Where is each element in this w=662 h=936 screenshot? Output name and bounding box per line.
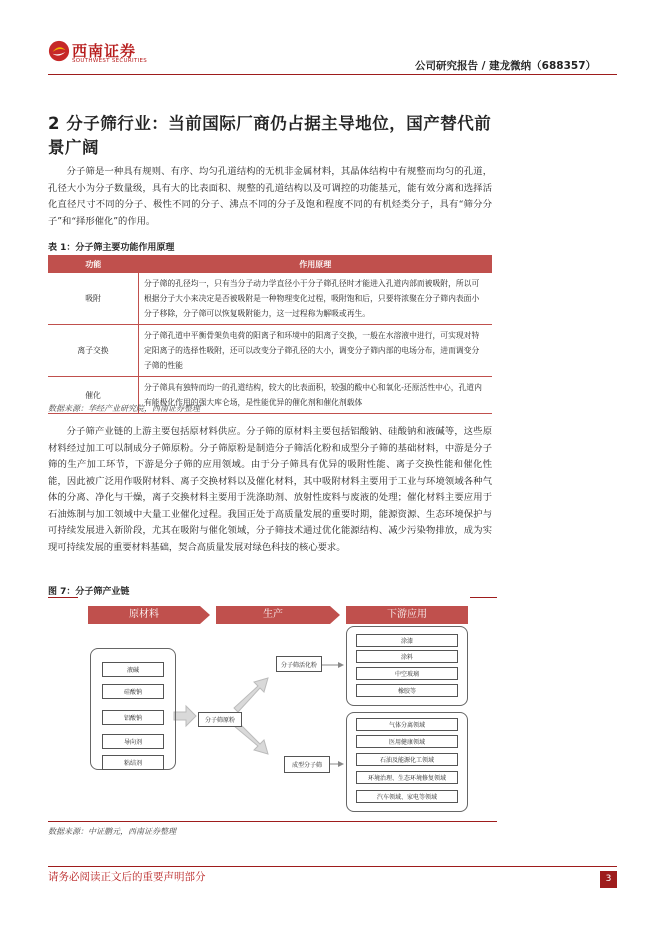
table-cell-function: 离子交换 [48,325,139,377]
table-row [48,325,492,377]
figure-rule [470,597,497,598]
arrow-raw-to-powder [174,706,196,726]
header-downstream: 下游应用 [387,609,427,620]
original-powder-box: 分子筛原粉 [198,712,242,727]
header-production: 生产 [263,609,283,620]
app-item: 汽车领域、家电等领域 [356,790,458,803]
app-item: 医用健康领域 [356,735,458,748]
section-title: 2 分子筛行业：当前国际厂商仍占据主导地位，国产替代前景广阔 [48,114,492,157]
figure-rule [48,821,497,822]
function-table [48,255,492,414]
arrow-to-activated [234,678,268,712]
footer-divider [48,866,617,867]
app-item: 橡胶等 [356,684,458,697]
table-cell-function: 吸附 [48,273,139,325]
disclaimer-notice: 请务必阅读正文后的重要声明部分 [48,871,206,883]
app-item: 石油及能源化工领域 [356,753,458,766]
raw-material-item: 铝酸钠 [102,710,164,725]
formed-sieve-box: 成型分子筛 [284,756,330,773]
table-source: 数据来源：华经产业研究院，西南证券整理 [48,404,200,413]
figure-source: 数据来源：中证鹏元，西南证券整理 [48,827,176,836]
figure-caption: 图 7：分子筛产业链 [48,587,130,597]
industry-chain-diagram [88,604,468,810]
logo-text: 西南证券 [72,42,137,60]
raw-material-item: 粘结剂 [102,755,164,770]
report-label: 公司研究报告 / 建龙微纳（688357） [415,60,596,72]
table-header-function: 功能 [48,255,139,273]
table-row [48,273,492,325]
app-item: 气体分离领域 [356,718,458,731]
app-item: 涂漆 [356,634,458,647]
table-caption: 表 1：分子筛主要功能作用原理 [48,243,175,253]
table-cell-principle: 分子筛孔道中平衡骨架负电荷的阳离子和环境中的阳离子交换，一般在水溶液中进行，可实现对特定阳离子的选择性吸附，还可以改变分子筛孔径的大小，调变分子筛内部的电场分布，进而调变分子筛的性能 [139,325,493,377]
page-number: 3 [600,871,617,888]
table-header-principle: 作用原理 [139,255,493,273]
figure-rule [48,597,78,598]
raw-material-item: 液碱 [102,662,164,677]
raw-material-item: 硅酸钠 [102,684,164,699]
table-cell-principle: 分子筛具有独特而均一的孔道结构，较大的比表面积，较强的酸中心和氧化-还原活性中心，孔道内有能极化作用的强大库仑场，是性能优异的催化剂和催化剂载体 [139,377,493,414]
paragraph-intro: 分子筛是一种具有规则、有序、均匀孔道结构的无机非金属材料，其晶体结构中有规整而均匀的孔道，孔径大小为分子数量级，具有大的比表面积、规整的孔道结构以及可调控的功能基元，能有效分离和选择活化直径尺寸不同的分子、极性不同的分子、沸点不同的分子及饱和程度不同的有机烃类分子，具有“筛分分子”和“择形催化”的作用。 [48,166,492,227]
app-item: 涂料 [356,650,458,663]
table-cell-principle: 分子筛的孔径均一，只有当分子动力学直径小于分子筛孔径时才能进入孔道内部而被吸附，所以可根据分子大小来决定是否被吸附是一种物理变化过程，吸附饱和后，只要将浓聚在分子筛内表面小分子移除，分子筛可以恢复吸附能力，这一过程称为解吸或再生。 [139,273,493,325]
activated-powder-box: 分子筛活化粉 [276,656,322,672]
raw-material-item: 导向剂 [102,734,164,749]
app-item: 中空玻璃 [356,667,458,680]
paragraph-industry-chain: 分子筛产业链的上游主要包括原材料供应。分子筛的原材料主要包括铝酸钠、硅酸钠和液碱等，这些原材料经过加工可以制成分子筛原粉。分子筛原粉是制造分子筛活化粉和成型分子筛的基础材料，中游是分子筛的生产加工环节，下游是分子筛的应用领域。由于分子筛具有优异的吸附性能、离子交换性能和催化性能，因此被广泛用作吸附材料、离子交换材料以及催化材料，其中吸附材料主要用于工业与环境领域各种气体的分离、净化与干燥，离子交换材料主要用于洗涤助剂、放射性废料与废液的处理；催化材料主要应用于石油炼制与加工领域中大量工业催化过程。我国正处于高质量发展的重要时期，能源资源、生态环境保护与可持续发展进入新阶段，尤其在吸附与催化领域，分子筛技术通过优化能源结构、减少污染物排放，成为实现可持续发展的重要材料基础，契合高质量发展对绿色科技的核心要求。 [48,426,492,553]
header-raw-materials: 原材料 [129,609,159,620]
table-cell-function: 催化 [48,377,139,414]
header-divider [48,74,617,75]
logo-icon [48,40,70,62]
app-item: 环境治理、生态环境修复领域 [356,771,458,784]
logo-subtext: SOUTHWEST SECURITIES [72,58,148,64]
